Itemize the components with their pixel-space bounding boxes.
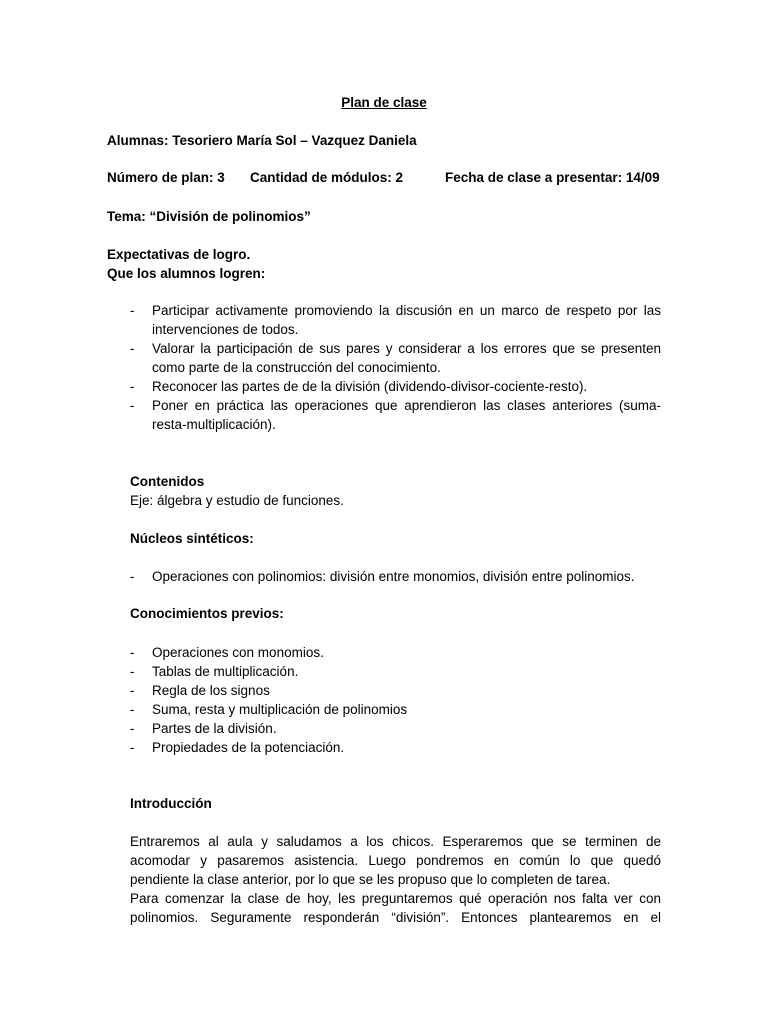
list-item: - Regla de los signos	[130, 683, 270, 698]
expectations-intro: Que los alumnos logren:	[107, 266, 266, 281]
expectations-heading: Expectativas de logro.	[107, 247, 251, 262]
list-item: - Suma, resta y multiplicación de polinomios	[130, 702, 408, 717]
contents-heading: Contenidos	[130, 474, 205, 489]
list-item: - Participar activamente promoviendo la discusión en un marco de respeto por las intervenciones de todos.	[130, 303, 661, 337]
module-count: Cantidad de módulos: 2	[250, 170, 404, 185]
intro-paragraph-line: Entraremos al aula y saludamos a los chicos. Esperaremos que se terminen de	[130, 834, 661, 849]
introduction-heading: Introducción	[130, 796, 212, 811]
list-item: - Reconocer las partes de de la división (dividendo-divisor-cociente-resto).	[130, 379, 588, 394]
list-item: - Poner en práctica las operaciones que aprendieron las clases anteriores (suma-resta-multiplicación).	[130, 398, 661, 432]
intro-paragraph-line: acomodar y pasaremos asistencia. Luego pondremos en común lo que quedó	[130, 853, 661, 868]
topic-line: Tema: “División de polinomios”	[107, 209, 311, 224]
list-item: - Valorar la participación de sus pares y considerar a los errores que se presenten como parte de la construcción del conocimiento.	[130, 341, 661, 375]
plan-meta-row	[107, 168, 667, 187]
axis-line: Eje: álgebra y estudio de funciones.	[130, 493, 344, 508]
page-title: Plan de clase	[341, 95, 427, 110]
intro-paragraph-line: pendiente la clase anterior, por lo que se les propuso que lo completen de tarea.	[130, 872, 611, 887]
students-line: Alumnas: Tesoriero María Sol – Vazquez Daniela	[107, 133, 417, 148]
list-item: - Propiedades de la potenciación.	[130, 740, 345, 755]
plan-number: Número de plan: 3	[107, 170, 225, 185]
core-list	[130, 567, 661, 586]
list-item: - Partes de la división.	[130, 721, 277, 736]
core-heading: Núcleos sintéticos:	[130, 531, 254, 546]
prior-knowledge-heading: Conocimientos previos:	[130, 606, 284, 621]
intro-paragraph-line: polinomios. Seguramente responderán “división”. Entonces plantearemos en el	[130, 910, 661, 925]
intro-paragraph-line: Para comenzar la clase de hoy, les preguntaremos qué operación nos falta ver con	[130, 891, 661, 906]
prior-knowledge-list	[130, 643, 661, 757]
class-date: Fecha de clase a presentar: 14/09	[445, 170, 660, 185]
expectations-list	[130, 301, 661, 434]
list-item: - Tablas de multiplicación.	[130, 664, 299, 679]
list-item: - Operaciones con polinomios: división entre monomios, división entre polinomios.	[130, 569, 635, 584]
list-item: - Operaciones con monomios.	[130, 645, 324, 660]
